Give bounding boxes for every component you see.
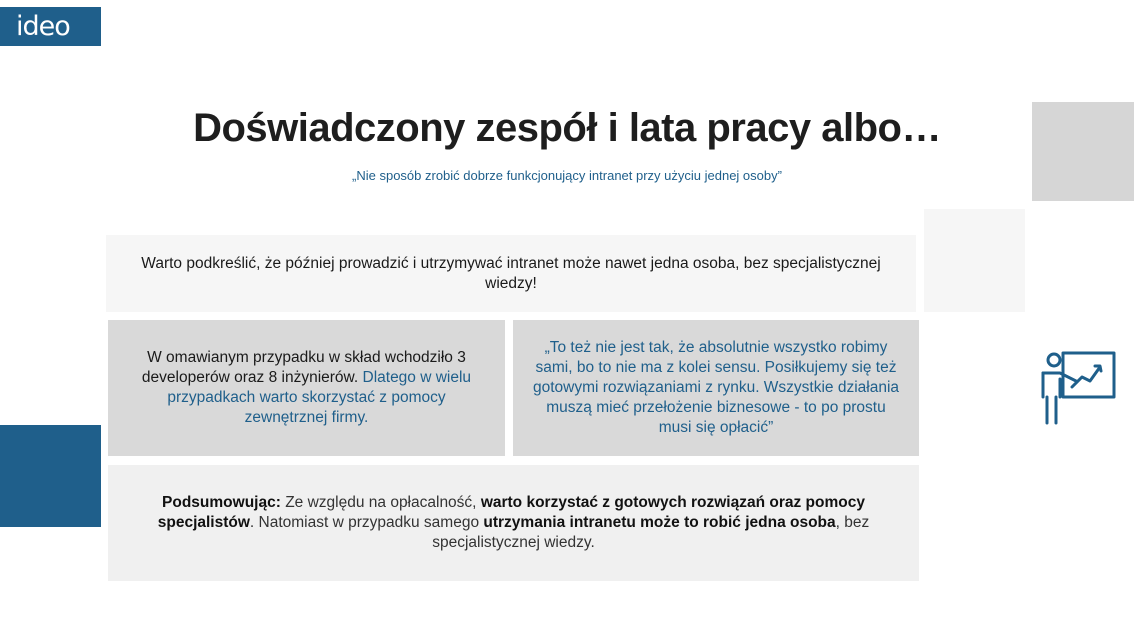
summary-text-1: Ze względu na opłacalność,: [285, 494, 477, 511]
presenter-chart-icon: [1038, 351, 1118, 426]
info-box-left-content: [126, 348, 487, 428]
summary-text-2: . Natomiast w przypadku samego: [249, 514, 480, 531]
summary-label: Podsumowując:: [162, 494, 281, 511]
quote-box-right: [513, 320, 919, 456]
info-box-left-accent: Dlatego w wielu przypadkach warto skorzystać z pomocy zewnętrznej firmy.: [167, 369, 472, 426]
info-box-left: [108, 320, 505, 456]
info-box-top-text: Warto podkreślić, że później prowadzić i utrzymywać intranet może nawet jedna osoba, bez specjalistycznej wiedzy!: [141, 254, 881, 292]
summary-text-3: , bez specjalistycznej wiedzy.: [432, 514, 870, 551]
info-box-top: [106, 235, 916, 312]
quote-box-right-text: „To też nie jest tak, że absolutnie wszystko robimy sami, bo to nie ma z kolei sensu. Posiłkujemy się też gotowymi rozwiązaniami z rynku. Wszystkie działania muszą mieć przełożenie biznesowe - to po prostu musi się opłacić”: [532, 339, 900, 436]
page-title: Doświadczony zespół i lata pracy albo…: [193, 106, 941, 150]
ideo-logo: ideo: [0, 7, 101, 46]
decorative-square-light: [924, 209, 1025, 312]
decorative-square-blue: [0, 425, 101, 527]
summary-bold-2: utrzymania intranetu może to robić jedna osoba: [483, 514, 836, 531]
page-subtitle-quote: „Nie sposób zrobić dobrze funkcjonujący intranet przy użyciu jednej osoby”: [352, 168, 782, 183]
info-box-left-text: W omawianym przypadku w skład wchodziło 3 developerów oraz 8 inżynierów.: [141, 349, 466, 386]
summary-box: [108, 465, 919, 581]
summary-bold-1: warto korzystać z gotowych rozwiązań oraz pomocy specjalistów: [157, 494, 865, 531]
summary-content: [138, 493, 889, 553]
